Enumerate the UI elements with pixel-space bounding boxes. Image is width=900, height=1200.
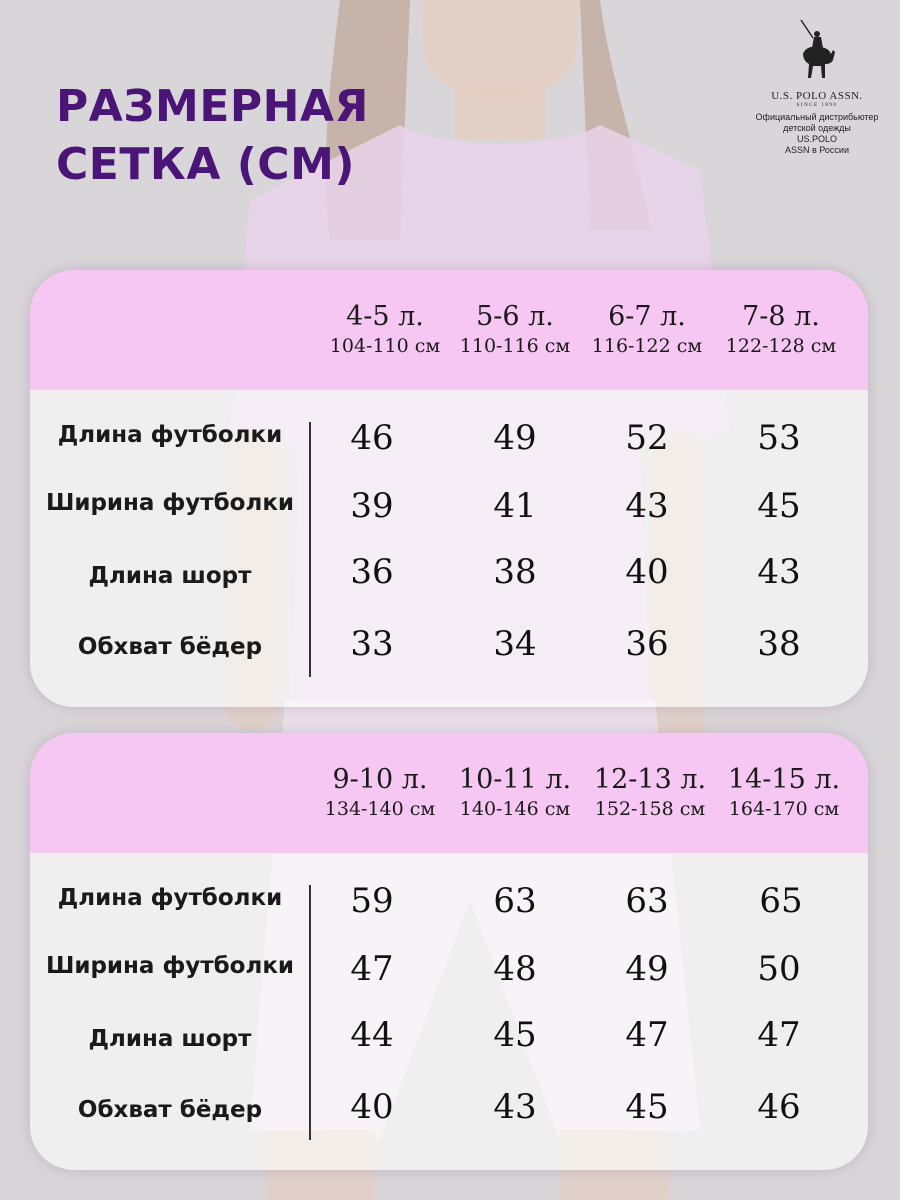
table-cell: 39 [350,486,394,526]
size-height: 110-116 см [459,335,571,357]
row-label: Ширина футболки [45,953,295,979]
size-table-2 [30,733,868,1170]
size-height: 104-110 см [329,335,441,357]
table-cell: 38 [493,552,537,592]
size-height: 134-140 см [324,798,436,820]
size-column-header [714,763,854,821]
polo-player-logo-icon [795,16,839,88]
table-cell: 47 [757,1015,801,1055]
row-label: Обхват бёдер [77,634,263,660]
table-cell: 43 [625,486,669,526]
table-cell: 41 [493,486,537,526]
brand-distributor-line: US.POLO [796,134,837,144]
size-age: 4-5 л. [346,301,424,332]
table-cell: 38 [757,624,801,664]
brand-distributor-line: ASSN в России [785,145,849,155]
table-cell: 34 [493,624,537,664]
table-cell: 45 [757,486,801,526]
table-cell: 36 [625,624,669,664]
table-cell: 45 [493,1015,537,1055]
size-age: 5-6 л. [476,301,554,332]
brand-distributor-line: Официальный дистрибьютер [755,112,879,122]
table-cell: 43 [493,1087,537,1127]
size-age: 12-13 л. [593,764,707,795]
size-height: 164-170 см [728,798,840,820]
size-table-1 [30,270,868,707]
size-header-band [30,270,868,390]
size-header-band [30,733,868,853]
row-label: Ширина футболки [45,490,295,516]
size-column-header [580,763,720,821]
table-cell: 46 [350,418,394,458]
table-cell: 49 [625,949,669,989]
table-cell: 63 [493,881,537,921]
table-cell: 45 [625,1087,669,1127]
brand-since: SINCE 1890 [796,103,838,108]
table-cell: 44 [350,1015,394,1055]
table-cell: 49 [493,418,537,458]
page-title [56,78,369,194]
title-line-1: РАЗМЕРНАЯ [56,81,369,132]
table-cell: 47 [350,949,394,989]
table-cell: 40 [350,1087,394,1127]
table-cell: 33 [350,624,394,664]
size-column-header [315,300,455,358]
row-label: Длина шорт [88,563,252,589]
table-cell: 52 [625,418,669,458]
size-height: 122-128 см [725,335,837,357]
size-column-header [577,300,717,358]
brand-block [742,16,892,156]
size-height: 116-122 см [591,335,703,357]
size-column-header [445,763,585,821]
size-column-header [310,763,450,821]
size-column-header [445,300,585,358]
table-cell: 50 [757,949,801,989]
size-height: 152-158 см [594,798,706,820]
table-cell: 48 [493,949,537,989]
table-cell: 53 [757,418,801,458]
table-cell: 36 [350,552,394,592]
size-age: 14-15 л. [727,764,841,795]
row-label: Длина футболки [57,422,283,448]
table-cell: 47 [625,1015,669,1055]
size-age: 9-10 л. [332,764,428,795]
table-cell: 43 [757,552,801,592]
row-label: Длина шорт [88,1026,252,1052]
row-label: Длина футболки [57,885,283,911]
table-cell: 59 [350,881,394,921]
row-label: Обхват бёдер [77,1097,263,1123]
table-cell: 63 [625,881,669,921]
table-cell: 65 [759,881,803,921]
size-height: 140-146 см [459,798,571,820]
brand-name: U.S. POLO ASSN. [771,90,863,102]
size-age: 6-7 л. [608,301,686,332]
title-line-2: СЕТКА (СМ) [56,139,355,190]
size-column-header [711,300,851,358]
table-cell: 40 [625,552,669,592]
size-age: 7-8 л. [742,301,820,332]
table-cell: 46 [757,1087,801,1127]
size-age: 10-11 л. [458,764,572,795]
brand-distributor-line: детской одежды [783,123,851,133]
